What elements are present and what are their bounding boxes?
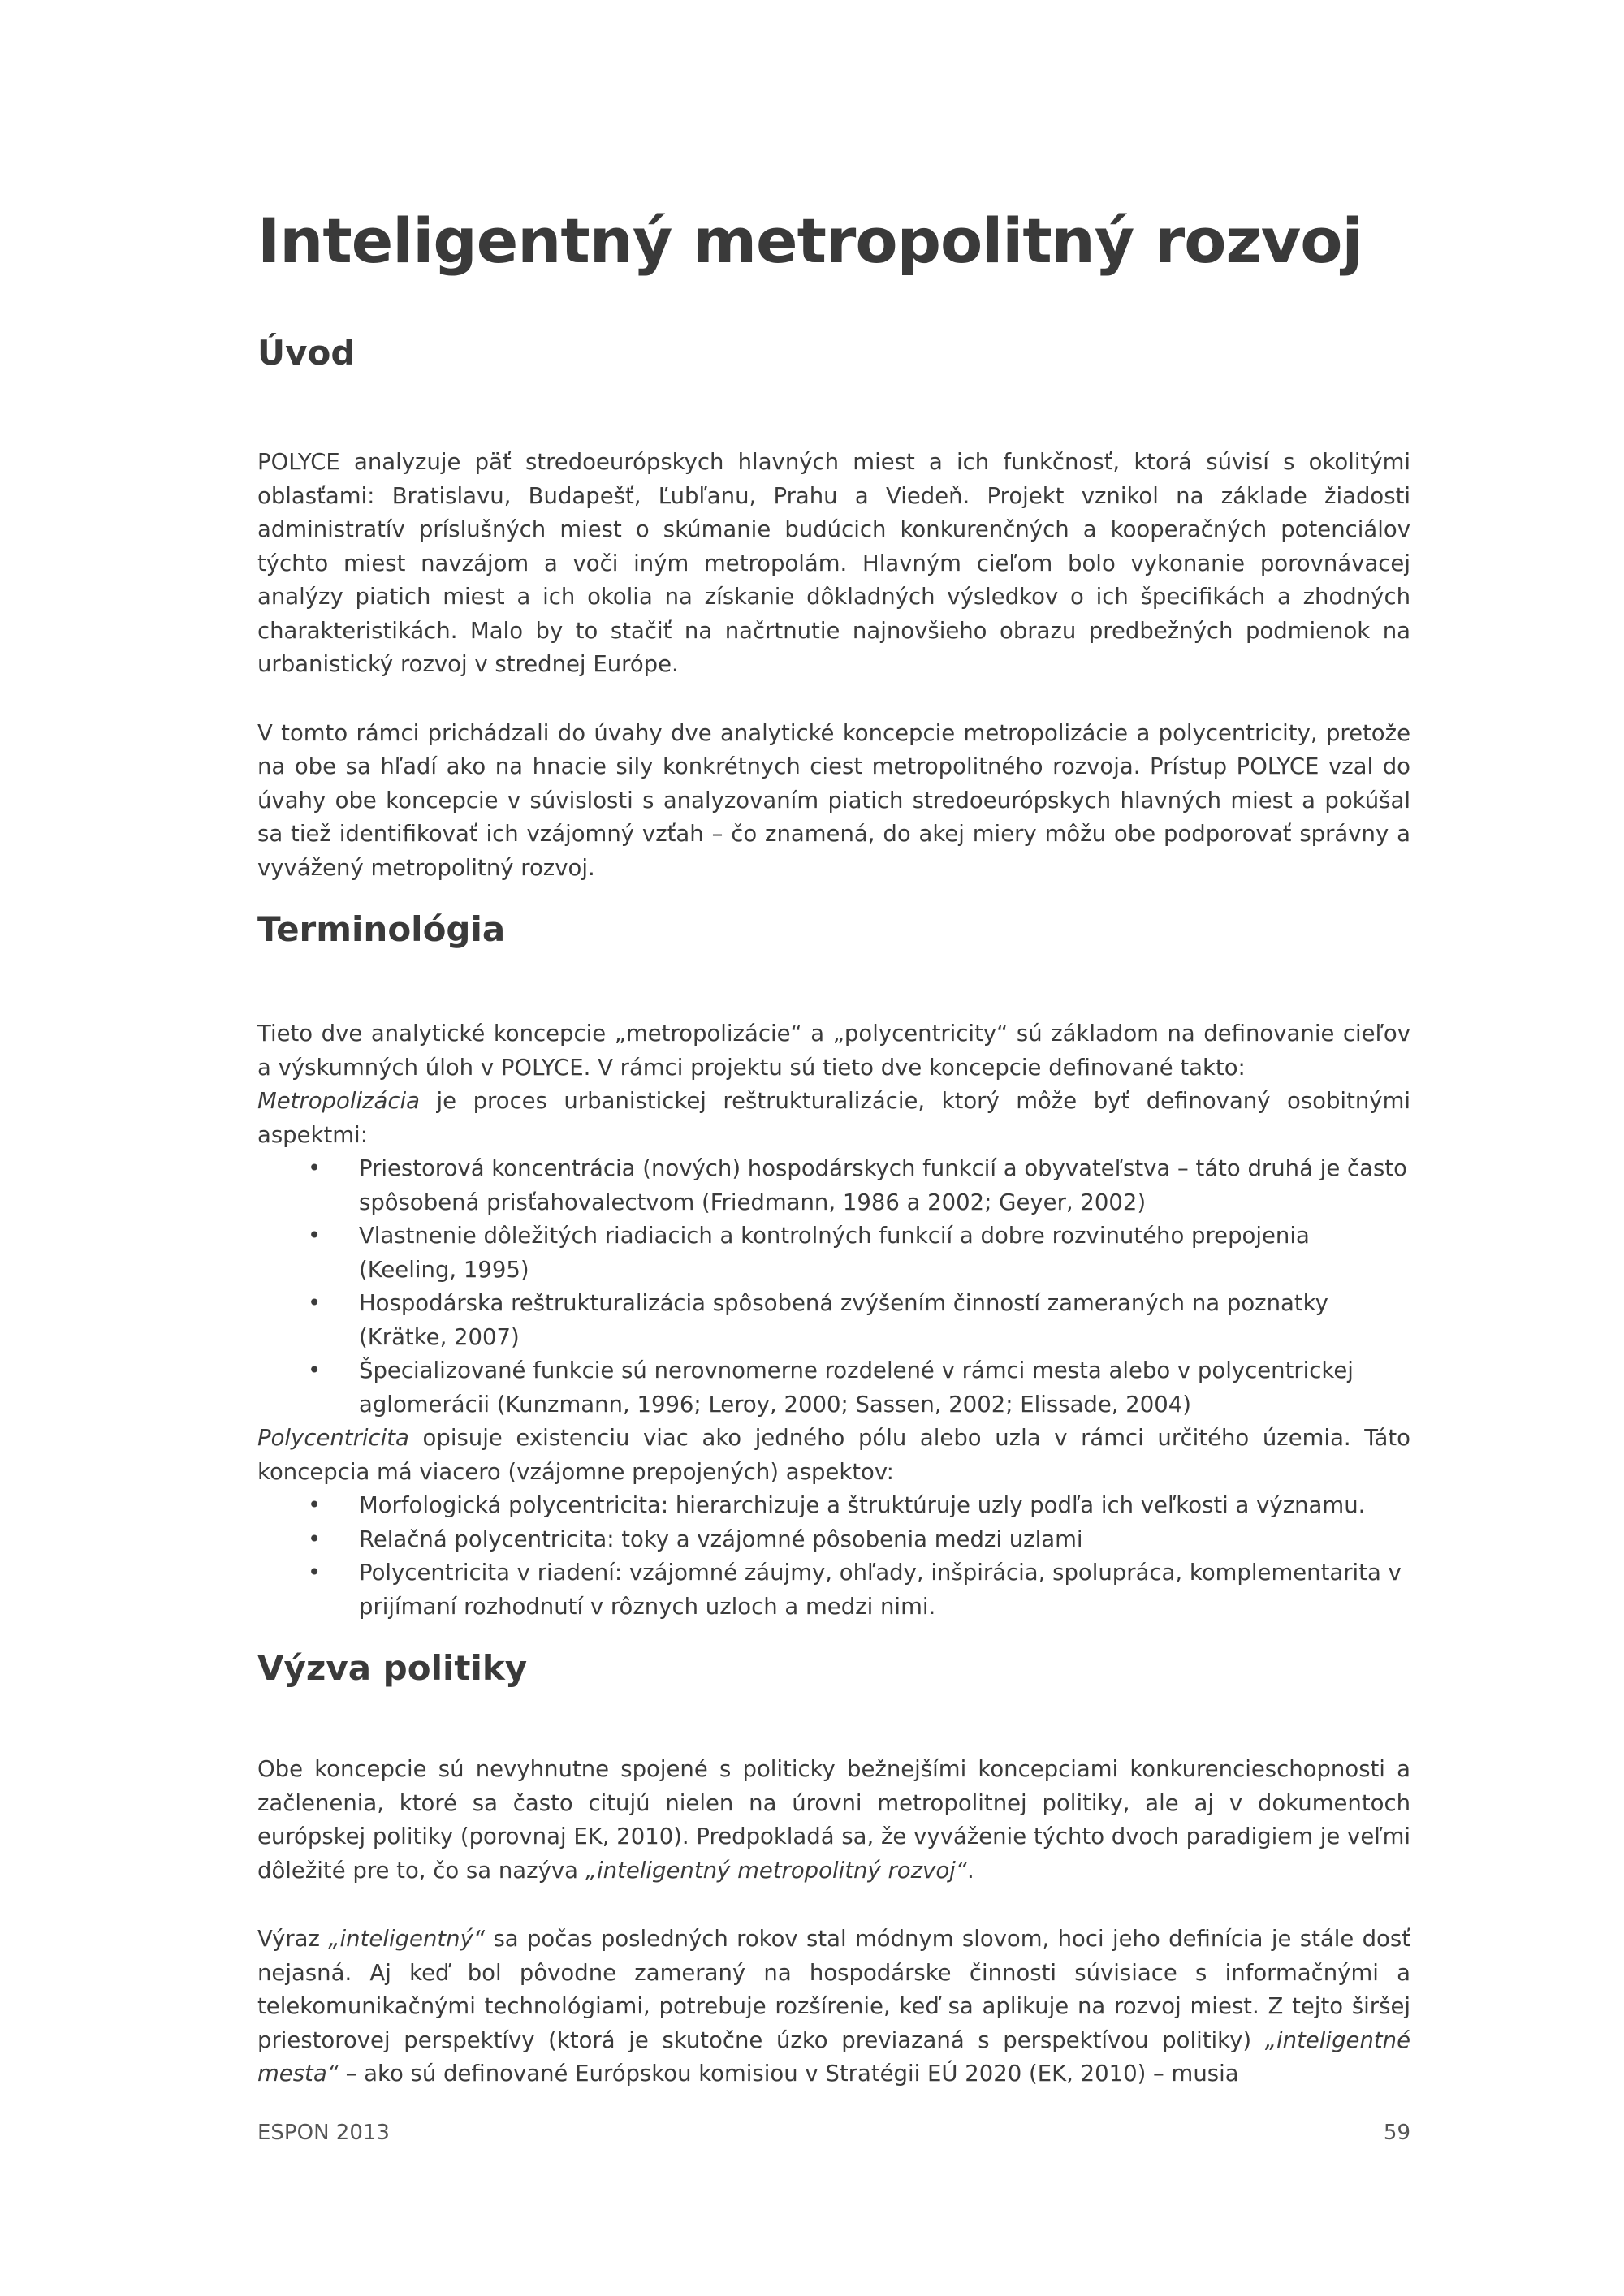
term-metropolizacia: Metropolizácia bbox=[257, 1088, 421, 1114]
bullet-icon: • bbox=[308, 1357, 322, 1383]
page-title: Inteligentný metropolitný rozvoj bbox=[257, 205, 1363, 277]
bullet-icon: • bbox=[308, 1526, 322, 1552]
paragraph: Obe koncepcie sú nevyhnutne spojené s politicky bežnejšími koncepciami konkurencieschopnosti a začlenenia, ktoré sa často citujú nielen na úrovni metropolitnej politiky, ale aj v dokumentoch európskej politiky (porovnaj EK, 2010). Predpokladá sa, že vyváženie týchto dvoch paradigiem je veľmi dôležité pre to, čo sa nazýva „inteligentný metropolitný rozvoj“. bbox=[257, 1756, 1410, 1884]
section-uvod bbox=[257, 333, 1410, 885]
section-heading-vyzva: Výzva politiky bbox=[257, 1648, 528, 1688]
paragraph: Polycentricita opisuje existenciu viac ako jedného pólu alebo uzla v rámci určitého územia. Táto koncepcia má viacero (vzájomne prepojených) aspektov: bbox=[257, 1425, 1410, 1485]
bullet-icon: • bbox=[308, 1155, 322, 1181]
list-item: • Špecializované funkcie sú nerovnomerne rozdelené v rámci mesta alebo v polycentrickej aglomerácii (Kunzmann, 1996; Leroy, 2000; Sassen, 2002; Elissade, 2004) bbox=[257, 1354, 1410, 1422]
paragraph: Metropolizácia je proces urbanistickej reštrukturalizácie, ktorý môže byť definovaný osobitnými aspektmi: bbox=[257, 1088, 1410, 1148]
paragraph: POLYCE analyzuje päť stredoeurópskych hlavných miest a ich funkčnosť, ktorá súvisí s okolitými oblasťami: Bratislavu, Budapešť, Ľubľanu, Prahu a Viedeň. Projekt vznikol na základe žiadosti administratív príslušných miest o skúmanie budúcich konkurenčných a kooperačných potenciálov týchto miest navzájom a voči iným metropolám. Hlavným cieľom bolo vykonanie porovnávacej analýzy piatich miest a ich okolia na získanie dôkladných výsledkov o ich špecifikách a zhodných charakteristikách. Malo by to stačiť na načrtnutie najnovšieho obrazu predbežných podmienok na urbanistický rozvoj v strednej Európe. bbox=[257, 449, 1410, 677]
page-number: 59 bbox=[1383, 2121, 1410, 2145]
section-heading-terminologia: Terminológia bbox=[257, 909, 506, 949]
section-vyzva-politiky bbox=[257, 1648, 1410, 2091]
footer-publisher: ESPON 2013 bbox=[257, 2121, 390, 2145]
section-heading-uvod: Úvod bbox=[257, 333, 356, 373]
list-item: • Relačná polycentricita: toky a vzájomné pôsobenia medzi uzlami bbox=[257, 1523, 1410, 1557]
list-item: • Polycentricita v riadení: vzájomné záujmy, ohľady, inšpirácia, spolupráca, komplementarita v prijímaní rozhodnutí v rôznych uzloch a medzi nimi. bbox=[257, 1556, 1410, 1624]
bullet-icon: • bbox=[308, 1492, 322, 1518]
list-item: • Hospodárska reštrukturalizácia spôsobená zvýšením činností zameraných na poznatky (Krätke, 2007) bbox=[257, 1287, 1410, 1354]
list-item: • Morfologická polycentricita: hierarchizuje a štruktúruje uzly podľa ich veľkosti a významu. bbox=[257, 1489, 1410, 1523]
bullet-list-polycentricita bbox=[257, 1489, 1410, 1624]
section-terminologia bbox=[257, 909, 1410, 1624]
bullet-icon: • bbox=[308, 1290, 322, 1316]
bullet-list-metropolizacia bbox=[257, 1152, 1410, 1422]
list-item: • Priestorová koncentrácia (nových) hospodárskych funkcií a obyvateľstva – táto druhá je často spôsobená prisťahovalectvom (Friedmann, 1986 a 2002; Geyer, 2002) bbox=[257, 1152, 1410, 1219]
paragraph: Výraz „inteligentný“ sa počas posledných rokov stal módnym slovom, hoci jeho definícia je stále dosť nejasná. Aj keď bol pôvodne zameraný na hospodárske činnosti súvisiace s informačnými a telekomunikačnými technológiami, potrebuje rozšírenie, keď sa aplikuje na rozvoj miest. Z tejto širšej priestorovej perspektívy (ktorá je skutočne úzko previazaná s perspektívou politiky) „inteligentné mesta“ – ako sú definované Európskou komisiou v Stratégii EÚ 2020 (EK, 2010) – musia bbox=[257, 1926, 1410, 2087]
term-polycentricita: Polycentricita bbox=[257, 1425, 409, 1451]
paragraph: Tieto dve analytické koncepcie „metropolizácie“ a „polycentricity“ sú základom na definovanie cieľov a výskumných úloh v POLYCE. V rámci projektu sú tieto dve koncepcie definované takto: bbox=[257, 1021, 1410, 1081]
bullet-icon: • bbox=[308, 1223, 322, 1249]
bullet-icon: • bbox=[308, 1560, 322, 1586]
paragraph: V tomto rámci prichádzali do úvahy dve analytické koncepcie metropolizácie a polycentricity, pretože na obe sa hľadí ako na hnacie sily konkrétnych ciest metropolitného rozvoja. Prístup POLYCE vzal do úvahy obe koncepcie v súvislosti s analyzovaním piatich stredoeurópskych hlavných miest a pokúšal sa tiež identifikovať ich vzájomný vzťah – čo znamená, do akej miery môžu obe podporovať správny a vyvážený metropolitný rozvoj. bbox=[257, 719, 1410, 881]
list-item: • Vlastnenie dôležitých riadiacich a kontrolných funkcií a dobre rozvinutého prepojenia (Keeling, 1995) bbox=[257, 1219, 1410, 1287]
